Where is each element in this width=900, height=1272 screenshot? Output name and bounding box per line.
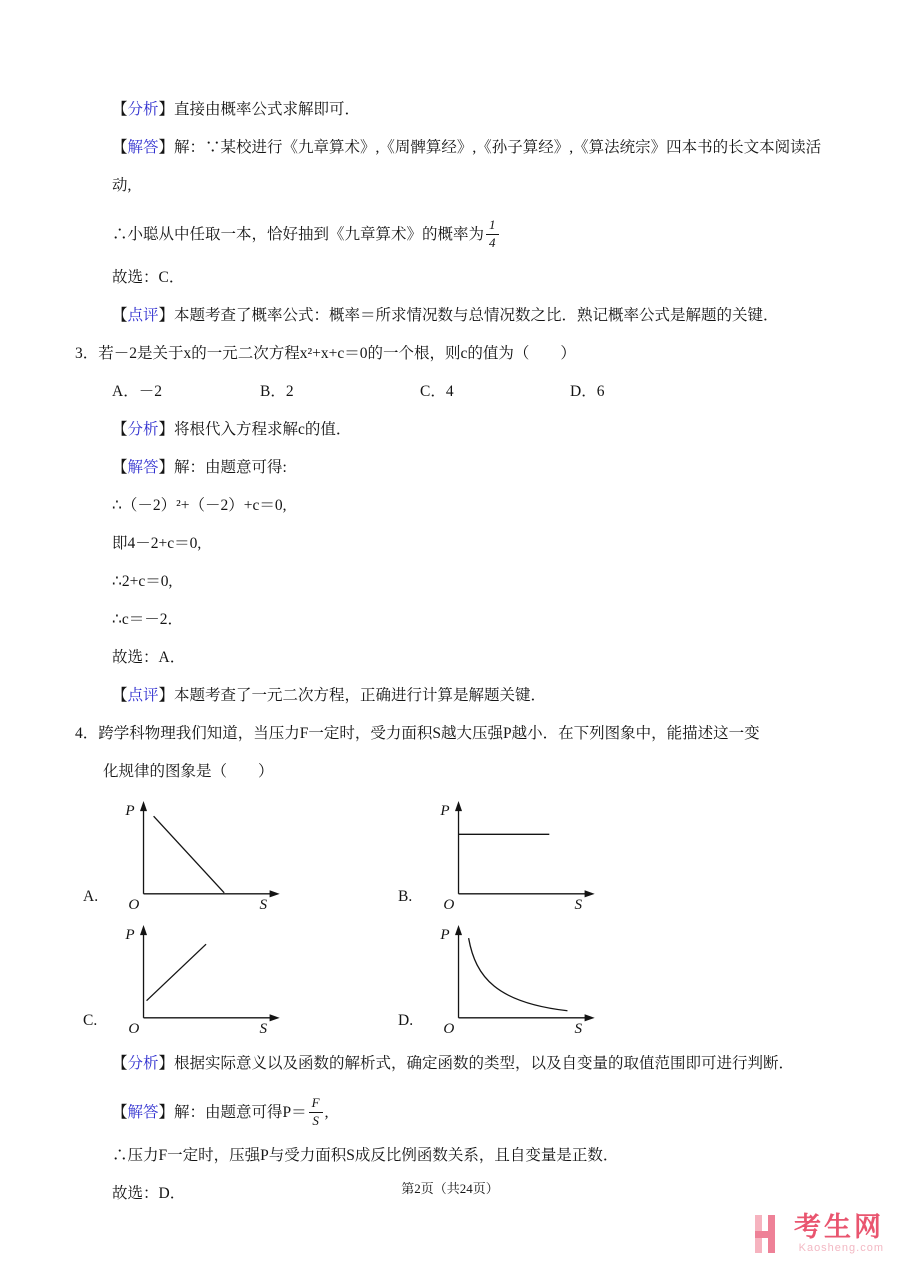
q4-choice-text: 故选：D． <box>112 1185 186 1202</box>
q2-answer-line2 <box>112 174 835 197</box>
q3-stem-text: 3．若－2是关于x的一元二次方程x²+x+c＝0的一个根，则c的值为（ ） <box>75 345 576 362</box>
q4-answer-graphs <box>83 798 835 1038</box>
q2-choice-text: 故选：C． <box>112 269 185 286</box>
bracket-open: 【 <box>112 101 128 118</box>
analysis-label: 分析 <box>127 421 159 438</box>
q3-step-2 <box>112 532 835 555</box>
graph-b-letter: B. <box>398 888 413 905</box>
answer-tag <box>112 1101 174 1124</box>
bracket-open: 【 <box>112 1055 128 1072</box>
bracket-close: 】 <box>158 687 175 704</box>
q3-option-a: A．－2 <box>112 383 162 400</box>
analysis-tag <box>112 101 174 118</box>
q3-step-1-text: ∴（－2）²+（－2）+c＝0, <box>112 497 287 514</box>
comment-label: 点评 <box>127 307 159 324</box>
axis-label-p: P <box>440 927 450 944</box>
bracket-close: 】 <box>158 101 175 118</box>
analysis-tag <box>112 421 174 438</box>
fraction-f-over-s <box>309 1096 323 1129</box>
q4-analysis-text: 根据实际意义以及函数的解析式，确定函数的类型，以及自变量的取值范围即可进行判断． <box>174 1055 795 1072</box>
q2-choice-line <box>112 266 835 289</box>
fraction-denominator: S <box>312 1112 319 1128</box>
q3-answer-intro <box>112 456 835 479</box>
answer-label: 解答 <box>127 1103 159 1121</box>
kaosheng-logo-icon <box>755 1215 785 1253</box>
q2-answer-line1 <box>112 136 835 159</box>
fraction-numerator: F <box>309 1096 323 1113</box>
bracket-close: 】 <box>158 1103 175 1121</box>
graph-option-b <box>398 798 713 914</box>
q3-option-d: D．6 <box>570 383 605 400</box>
q3-option-b: B．2 <box>260 383 294 400</box>
page-number-footer <box>0 1178 900 1197</box>
q3-comment-line <box>112 684 835 707</box>
q2-answer-text: 解：∵某校进行《九章算术》,《周髀算经》,《孙子算经》,《算法统宗》四本书的长文本阅读活 <box>174 139 822 156</box>
analysis-label: 分析 <box>127 101 159 118</box>
q3-step-3 <box>112 570 835 593</box>
analysis-label: 分析 <box>127 1055 159 1072</box>
graph-c-letter: C. <box>83 1012 98 1029</box>
analysis-tag <box>112 1055 174 1072</box>
q2-probability-text: ∴小聪从中任取一本，恰好抽到《九章算术》的概率为 <box>112 225 485 243</box>
bracket-open: 【 <box>112 307 128 324</box>
q2-answer-continuation: 动, <box>112 177 132 194</box>
q3-analysis-line <box>112 418 835 441</box>
q3-answer-intro-text: 解：由题意可得: <box>174 459 287 476</box>
q3-options-row <box>112 380 835 403</box>
q3-option-c: C．4 <box>420 383 454 400</box>
q4-answer-comma: , <box>324 1103 329 1121</box>
axis-label-s: S <box>259 1020 268 1037</box>
graph-b-plot <box>428 798 600 914</box>
bracket-open: 【 <box>112 687 128 704</box>
graph-option-a <box>83 798 398 914</box>
q3-analysis-text: 将根代入方程求解c的值． <box>174 421 352 438</box>
page-content <box>75 98 835 1220</box>
q2-analysis-line <box>112 98 835 121</box>
q4-conclusion-text: ∴压力F一定时，压强P与受力面积S成反比例函数关系，且自变量是正数． <box>112 1147 619 1164</box>
axis-label-p: P <box>125 803 135 820</box>
q3-step-1 <box>112 494 835 517</box>
graph-option-c <box>83 922 398 1038</box>
fraction-denominator: 4 <box>489 234 496 250</box>
q4-stem-text2: 化规律的图象是（ ） <box>103 763 274 780</box>
q4-answer-text: 解：由题意可得P＝ <box>174 1103 307 1121</box>
bracket-open: 【 <box>112 421 128 438</box>
axis-label-s: S <box>259 896 268 913</box>
q4-stem-text1: 4．跨学科物理我们知道，当压力F一定时，受力面积S越大压强P越小．在下列图象中，能描述这一变 <box>75 725 760 742</box>
increasing-line-curve <box>147 944 207 1000</box>
q4-conclusion-line <box>112 1144 835 1167</box>
axis-label-p: P <box>125 927 135 944</box>
site-watermark <box>755 1213 884 1254</box>
q2-probability-line <box>112 212 835 256</box>
comment-tag <box>112 307 174 324</box>
graph-d-letter: D. <box>398 1012 414 1029</box>
bracket-close: 】 <box>158 421 175 438</box>
answer-label: 解答 <box>127 139 159 156</box>
q4-stem-line2 <box>103 760 835 783</box>
answer-tag <box>112 139 174 156</box>
fraction-one-fourth <box>486 218 499 251</box>
q3-comment-text: 本题考查了一元二次方程，正确进行计算是解题关键． <box>174 687 547 704</box>
q3-step-4 <box>112 608 835 631</box>
watermark-domain: Kaosheng.com <box>798 1242 884 1254</box>
comment-tag <box>112 687 174 704</box>
axis-label-p: P <box>440 803 450 820</box>
axis-label-o: O <box>128 1020 140 1037</box>
page-number-text: 第2页（共24页） <box>401 1181 499 1196</box>
hyperbola-curve <box>469 938 568 1011</box>
watermark-brand: 考生网 <box>794 1212 884 1242</box>
q4-answer-line <box>112 1090 835 1134</box>
axis-label-s: S <box>574 896 583 913</box>
axis-label-s: S <box>574 1020 583 1037</box>
bracket-close: 】 <box>158 139 175 156</box>
axis-label-o: O <box>443 896 455 913</box>
axis-label-o: O <box>128 896 140 913</box>
q3-choice-line <box>112 646 835 669</box>
decreasing-line-curve <box>154 816 225 893</box>
graph-a-letter: A. <box>83 888 99 905</box>
answer-tag <box>112 459 174 476</box>
q3-stem <box>75 342 835 365</box>
graph-a-plot <box>113 798 285 914</box>
bracket-close: 】 <box>158 307 175 324</box>
bracket-open: 【 <box>112 1103 128 1121</box>
axis-label-o: O <box>443 1020 455 1037</box>
comment-label: 点评 <box>127 687 159 704</box>
q2-comment-line <box>112 304 835 327</box>
graph-c-plot <box>113 922 285 1038</box>
q4-analysis-line <box>112 1052 835 1075</box>
q2-analysis-text: 直接由概率公式求解即可． <box>174 101 361 118</box>
graph-option-d <box>398 922 713 1038</box>
q2-comment-text: 本题考查了概率公式：概率＝所求情况数与总情况数之比．熟记概率公式是解题的关键． <box>174 307 779 324</box>
bracket-close: 】 <box>158 459 175 476</box>
q4-stem-line1 <box>75 722 835 745</box>
answer-label: 解答 <box>127 459 159 476</box>
bracket-open: 【 <box>112 139 128 156</box>
watermark-text-block <box>794 1213 884 1254</box>
q3-choice-text: 故选：A． <box>112 649 186 666</box>
graph-d-plot <box>428 922 600 1038</box>
q3-step-2-text: 即4－2+c＝0, <box>112 535 202 552</box>
q3-step-3-text: ∴2+c＝0, <box>112 573 173 590</box>
bracket-close: 】 <box>158 1055 175 1072</box>
bracket-open: 【 <box>112 459 128 476</box>
q3-step-4-text: ∴c＝－2． <box>112 611 183 628</box>
fraction-numerator: 1 <box>486 218 499 235</box>
